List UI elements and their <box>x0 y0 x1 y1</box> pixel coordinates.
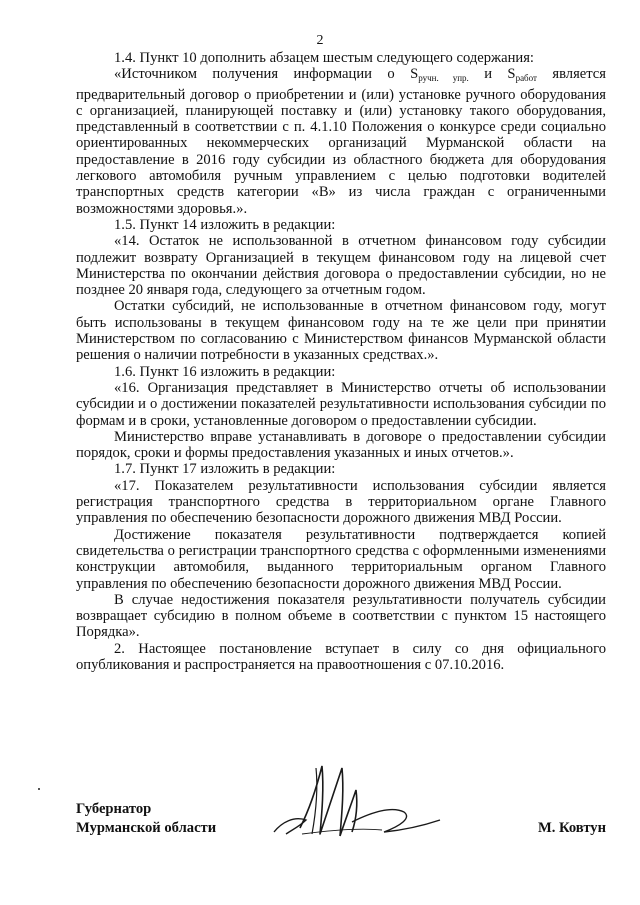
paragraph: 2. Настоящее постановление вступает в силу со дня официального опубликования и распространяется на правоотношения с 07.10.2016. <box>76 640 606 673</box>
paragraph: Достижение показателя результативности подтверждается копией свидетельства о регистрации транспортного средства с оформленными изменениями конструкции автомобиля, выданного территориальным органом Главного управления по обеспечению безопасности дорожного движения МВД России. <box>76 526 606 592</box>
paragraph: 1.7. Пункт 17 изложить в редакции: <box>114 461 336 478</box>
signature-block <box>76 800 606 860</box>
paragraph: «16. Организация представляет в Министерство отчеты об использовании субсидии и о достижении показателей результативности использования субсидии по формам и в сроки, установленные договором о предоставлении субсидии. <box>76 379 606 429</box>
paragraph-text: и S <box>468 66 516 83</box>
paragraph: 1.5. Пункт 14 изложить в редакции: <box>114 216 336 233</box>
subscript-manual: ручн. упр. <box>418 73 469 84</box>
signer-title-line: Мурманской области <box>76 820 217 836</box>
page-number: 2 <box>316 33 324 48</box>
signer-name: М. Ковтун <box>537 820 606 836</box>
signer-title <box>76 800 216 838</box>
paragraph: Остатки субсидий, не использованные в отчетном финансовом году, могут быть использованы в текущем финансовом году на те же цели при принятии Министерством по согласованию с Министерством финансов Мурманской области решения о наличии потребности в указанных средствах.». <box>76 298 606 364</box>
paragraph-text: является предварительный договор о приобретении и (или) установке ручного оборудования с организацией, планирующей поставку и (или) установку такого оборудования, представленный в соответствии с п. 4.1.10 Положения о конкурсе среди социально ориентированных некоммерческих организаций Мурманской области на предоставление в 2016 году субсидии из областного бюджета для оборудования легкового автомобиля ручным управлением с целью подготовки водителей транспортных средств категории «В» из числа граждан с ограниченными возможностями здоровья.». <box>76 66 607 217</box>
subscript-work: работ <box>515 73 537 84</box>
paragraph: 1.4. Пункт 10 дополнить абзацем шестым следующего содержания: <box>114 50 534 66</box>
scan-dot <box>38 788 40 790</box>
paragraph: В случае недостижения показателя результативности получатель субсидии возвращает субсидию в полном объеме в соответствии с пунктом 15 настоящего Порядка». <box>76 591 606 641</box>
paragraph-text: «Источником получения информации о S <box>114 66 419 83</box>
paragraph: Министерство вправе устанавливать в договоре о предоставлении субсидии порядок, сроки и формы предоставления указанных и иных отчетов.». <box>76 428 606 462</box>
paragraph: «17. Показателем результативности использования субсидии является регистрация транспортного средства в территориальном органе Главного управления по обеспечению безопасности дорожного движения МВД России. <box>76 477 606 527</box>
paragraph: «14. Остаток не использованной в отчетном финансовом году субсидии подлежит возврату Организацией в текущем финансовом году на лицевой счет Министерства по окончании действия договора о предоставлении субсидии, но не позднее 20 января года, следующего за отчетным годом. <box>76 233 606 299</box>
paragraph-source-info <box>76 66 606 217</box>
handwritten-signature <box>272 760 502 860</box>
paragraph: 1.6. Пункт 16 изложить в редакции: <box>114 363 336 380</box>
signer-title-line: Губернатор <box>76 801 152 817</box>
document-body <box>76 50 606 673</box>
